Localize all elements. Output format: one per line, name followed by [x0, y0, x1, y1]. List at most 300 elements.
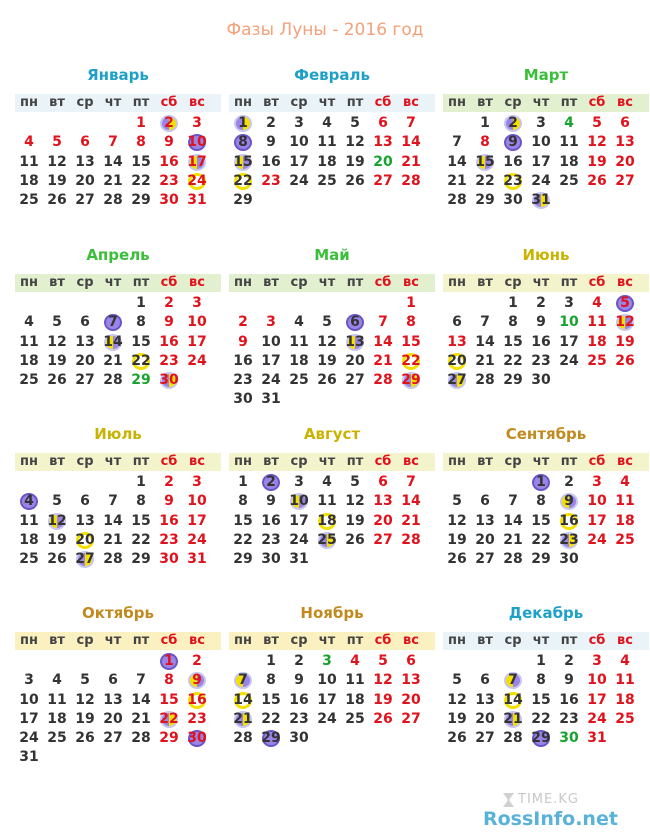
day-cell: [499, 550, 527, 569]
day-number: 28: [103, 551, 123, 568]
day-cell: [183, 153, 211, 172]
day-cell: [71, 492, 99, 511]
day-cell: [285, 133, 313, 152]
day-number: 13: [447, 333, 467, 350]
day-cell: [341, 371, 369, 390]
day-number: 4: [52, 672, 62, 689]
day-cell: [257, 390, 285, 409]
day-number: 12: [345, 493, 365, 510]
day-number: 3: [536, 115, 546, 131]
month-name: Август: [303, 425, 361, 443]
day-cell: [15, 550, 43, 569]
day-cell: [443, 550, 471, 569]
day-cell: [583, 729, 611, 748]
empty-cell: [15, 294, 43, 313]
day-number: 24: [317, 710, 337, 727]
empty-cell: [183, 371, 211, 390]
weekday-label: пт: [132, 633, 150, 648]
weekday-label: вт: [263, 633, 279, 648]
day-number: 18: [317, 512, 337, 529]
day-cell: [555, 153, 583, 172]
day-cell: [341, 512, 369, 531]
day-cell: [443, 531, 471, 550]
weekday-label: сб: [160, 633, 178, 648]
day-cell: [369, 671, 397, 690]
day-cell: [341, 333, 369, 352]
day-number: 1: [164, 653, 174, 669]
day-number: 8: [136, 314, 146, 331]
day-cell: [43, 671, 71, 690]
week-row: [229, 671, 435, 690]
week-row: [15, 191, 221, 210]
weekday-label: чт: [104, 633, 122, 648]
day-number: 20: [373, 153, 393, 170]
day-number: 22: [503, 352, 523, 369]
day-number: 1: [536, 653, 546, 669]
day-number: 18: [559, 153, 579, 170]
day-number: 22: [531, 710, 551, 727]
day-cell: [471, 550, 499, 569]
weekday-label: пт: [560, 275, 578, 290]
empty-cell: [313, 390, 341, 409]
day-number: 16: [503, 153, 523, 170]
empty-cell: [285, 390, 313, 409]
day-number: 10: [261, 333, 281, 350]
day-number: 16: [159, 153, 179, 170]
day-number: 2: [564, 653, 574, 669]
day-cell: [183, 492, 211, 511]
day-cell: [99, 313, 127, 332]
week-row: [15, 492, 221, 511]
week-row: [443, 371, 649, 390]
day-cell: [499, 333, 527, 352]
weekday-header: [15, 94, 221, 112]
week-row: [15, 512, 221, 531]
day-cell: [183, 333, 211, 352]
day-number: 4: [24, 314, 34, 331]
empty-cell: [43, 652, 71, 671]
day-number: 17: [187, 512, 207, 529]
day-number: 16: [289, 691, 309, 708]
day-cell: [369, 652, 397, 671]
day-number: 3: [192, 115, 202, 131]
day-number: 21: [503, 531, 523, 548]
day-number: 12: [447, 512, 467, 529]
day-cell: [71, 550, 99, 569]
weekday-label: чт: [318, 275, 336, 290]
weekday-label: чт: [532, 454, 550, 469]
weekday-label: сб: [588, 95, 606, 110]
day-cell: [369, 531, 397, 550]
week-row: [15, 294, 221, 313]
day-number: 27: [615, 172, 635, 189]
day-cell: [99, 153, 127, 172]
empty-cell: [313, 191, 341, 210]
day-cell: [471, 710, 499, 729]
day-cell: [127, 313, 155, 332]
day-cell: [127, 710, 155, 729]
day-number: 27: [75, 372, 95, 389]
day-cell: [183, 550, 211, 569]
day-number: 9: [164, 493, 174, 510]
day-number: 23: [289, 710, 309, 727]
day-cell: [527, 550, 555, 569]
month-name: Апрель: [86, 246, 150, 264]
day-number: 22: [233, 531, 253, 548]
week-row: [443, 172, 649, 191]
week-row: [229, 492, 435, 511]
day-cell: [397, 691, 425, 710]
day-cell: [229, 352, 257, 371]
weekday-label: чт: [104, 95, 122, 110]
week-row: [15, 114, 221, 133]
day-cell: [285, 172, 313, 191]
day-cell: [499, 114, 527, 133]
day-cell: [285, 671, 313, 690]
day-cell: [443, 671, 471, 690]
day-cell: [471, 352, 499, 371]
day-cell: [341, 671, 369, 690]
week-row: [229, 512, 435, 531]
day-number: 26: [47, 372, 67, 389]
day-cell: [369, 710, 397, 729]
day-cell: [155, 371, 183, 390]
day-cell: [443, 153, 471, 172]
day-number: 4: [620, 474, 630, 490]
day-number: 2: [192, 653, 202, 669]
day-number: 9: [294, 672, 304, 689]
empty-cell: [341, 729, 369, 748]
day-cell: [71, 133, 99, 152]
day-cell: [499, 294, 527, 313]
day-cell: [611, 313, 639, 332]
day-cell: [183, 473, 211, 492]
day-cell: [313, 512, 341, 531]
day-cell: [611, 294, 639, 313]
day-number: 19: [317, 352, 337, 369]
day-cell: [443, 512, 471, 531]
month-name: Май: [314, 246, 350, 264]
day-cell: [183, 133, 211, 152]
day-number: 28: [103, 372, 123, 389]
day-cell: [257, 512, 285, 531]
day-cell: [15, 710, 43, 729]
day-number: 27: [447, 372, 467, 389]
day-cell: [313, 352, 341, 371]
day-cell: [471, 371, 499, 390]
day-cell: [443, 191, 471, 210]
day-cell: [499, 710, 527, 729]
day-number: 24: [289, 531, 309, 548]
day-cell: [611, 710, 639, 729]
day-cell: [397, 652, 425, 671]
week-row: [229, 313, 435, 332]
weekday-label: ср: [504, 95, 522, 110]
week-row: [229, 691, 435, 710]
day-number: 14: [103, 333, 123, 350]
day-cell: [499, 191, 527, 210]
day-cell: [527, 133, 555, 152]
day-cell: [471, 492, 499, 511]
day-cell: [313, 710, 341, 729]
empty-cell: [341, 390, 369, 409]
day-cell: [369, 114, 397, 133]
day-number: 2: [294, 653, 304, 669]
day-number: 13: [373, 134, 393, 151]
day-cell: [183, 671, 211, 690]
day-cell: [71, 153, 99, 172]
day-cell: [527, 333, 555, 352]
day-cell: [555, 114, 583, 133]
weekday-label: пт: [560, 95, 578, 110]
day-number: 16: [261, 153, 281, 170]
day-cell: [155, 512, 183, 531]
weekday-label: вт: [263, 95, 279, 110]
day-cell: [257, 313, 285, 332]
day-cell: [313, 114, 341, 133]
day-cell: [155, 333, 183, 352]
day-number: 24: [587, 531, 607, 548]
week-row: [15, 172, 221, 191]
day-number: 28: [401, 172, 421, 189]
day-number: 10: [289, 493, 309, 510]
day-cell: [397, 473, 425, 492]
month-name: Февраль: [294, 66, 370, 84]
day-number: 6: [620, 115, 630, 131]
day-number: 31: [587, 730, 607, 747]
day-cell: [397, 333, 425, 352]
day-cell: [341, 153, 369, 172]
day-number: 7: [452, 134, 462, 151]
week-row: [15, 531, 221, 550]
day-number: 5: [80, 672, 90, 689]
week-row: [15, 473, 221, 492]
day-number: 11: [317, 134, 337, 151]
weekday-label: чт: [318, 633, 336, 648]
day-cell: [555, 652, 583, 671]
day-number: 17: [587, 691, 607, 708]
day-number: 22: [261, 710, 281, 727]
day-number: 20: [447, 352, 467, 369]
month-5: [229, 246, 435, 410]
empty-cell: [285, 191, 313, 210]
day-cell: [229, 153, 257, 172]
day-cell: [155, 729, 183, 748]
weekday-label: ср: [76, 95, 94, 110]
day-number: 23: [503, 172, 523, 189]
day-number: 12: [447, 691, 467, 708]
week-row: [229, 133, 435, 152]
weekday-header: [443, 274, 649, 292]
day-cell: [229, 390, 257, 409]
empty-cell: [99, 114, 127, 133]
day-cell: [127, 671, 155, 690]
day-number: 30: [159, 372, 179, 389]
week-row: [229, 114, 435, 133]
day-cell: [43, 371, 71, 390]
day-number: 20: [401, 691, 421, 708]
day-cell: [43, 133, 71, 152]
day-cell: [471, 333, 499, 352]
empty-cell: [71, 294, 99, 313]
weekday-label: вс: [403, 633, 419, 648]
day-number: 24: [531, 172, 551, 189]
day-cell: [229, 133, 257, 152]
day-cell: [99, 191, 127, 210]
day-number: 30: [559, 551, 579, 568]
empty-cell: [397, 729, 425, 748]
day-cell: [71, 691, 99, 710]
day-number: 25: [559, 172, 579, 189]
day-cell: [43, 191, 71, 210]
weekday-header: [229, 632, 435, 650]
day-number: 10: [317, 672, 337, 689]
day-number: 12: [47, 153, 67, 170]
day-cell: [285, 652, 313, 671]
day-number: 9: [508, 134, 518, 151]
weekday-label: пт: [132, 95, 150, 110]
day-cell: [341, 710, 369, 729]
weekday-label: ср: [76, 275, 94, 290]
empty-cell: [397, 390, 425, 409]
empty-cell: [471, 652, 499, 671]
day-cell: [527, 729, 555, 748]
weekday-label: сб: [160, 275, 178, 290]
day-number: 21: [103, 531, 123, 548]
day-cell: [155, 352, 183, 371]
day-number: 8: [536, 493, 546, 510]
day-cell: [43, 729, 71, 748]
day-number: 25: [317, 172, 337, 189]
day-number: 10: [187, 493, 207, 510]
month-10: [15, 604, 221, 768]
day-number: 22: [531, 531, 551, 548]
day-cell: [99, 671, 127, 690]
watermark: [483, 792, 643, 832]
day-cell: [369, 313, 397, 332]
day-cell: [313, 313, 341, 332]
day-number: 17: [317, 691, 337, 708]
day-cell: [229, 492, 257, 511]
day-number: 19: [447, 710, 467, 727]
day-cell: [43, 352, 71, 371]
day-number: 16: [531, 333, 551, 350]
weekday-label: вт: [49, 95, 65, 110]
day-cell: [397, 671, 425, 690]
weekday-label: вс: [617, 275, 633, 290]
empty-cell: [15, 652, 43, 671]
month-7: [15, 425, 221, 569]
day-cell: [99, 531, 127, 550]
day-cell: [583, 512, 611, 531]
day-number: 5: [592, 115, 602, 131]
weekday-label: ср: [290, 454, 308, 469]
weekday-label: пт: [346, 633, 364, 648]
day-number: 4: [592, 295, 602, 311]
day-cell: [257, 114, 285, 133]
day-number: 4: [294, 314, 304, 331]
day-number: 28: [503, 551, 523, 568]
day-number: 28: [233, 730, 253, 747]
month-1: [15, 66, 221, 210]
day-number: 5: [350, 115, 360, 131]
day-number: 15: [233, 512, 253, 529]
day-number: 23: [559, 710, 579, 727]
day-number: 29: [233, 551, 253, 568]
day-number: 19: [345, 153, 365, 170]
day-cell: [341, 114, 369, 133]
day-number: 25: [47, 730, 67, 747]
day-number: 27: [475, 551, 495, 568]
day-cell: [555, 473, 583, 492]
day-cell: [611, 512, 639, 531]
empty-cell: [443, 652, 471, 671]
month-name: Март: [523, 66, 569, 84]
day-cell: [43, 550, 71, 569]
empty-cell: [313, 729, 341, 748]
day-cell: [369, 153, 397, 172]
day-number: 3: [192, 295, 202, 311]
day-cell: [555, 133, 583, 152]
day-cell: [127, 729, 155, 748]
day-number: 28: [447, 192, 467, 209]
day-cell: [555, 313, 583, 332]
day-number: 21: [103, 352, 123, 369]
day-number: 2: [164, 474, 174, 490]
day-cell: [555, 531, 583, 550]
day-number: 26: [47, 192, 67, 209]
weekday-label: вт: [477, 95, 493, 110]
day-number: 17: [261, 352, 281, 369]
day-number: 6: [480, 672, 490, 689]
day-cell: [15, 512, 43, 531]
day-cell: [285, 153, 313, 172]
day-number: 2: [266, 115, 276, 131]
day-number: 6: [80, 134, 90, 151]
day-number: 15: [131, 512, 151, 529]
day-cell: [611, 133, 639, 152]
day-cell: [229, 313, 257, 332]
day-cell: [43, 492, 71, 511]
day-cell: [443, 371, 471, 390]
day-cell: [397, 313, 425, 332]
day-cell: [127, 191, 155, 210]
day-number: 18: [587, 333, 607, 350]
day-cell: [229, 691, 257, 710]
day-number: 7: [508, 672, 518, 689]
day-cell: [257, 333, 285, 352]
day-cell: [555, 691, 583, 710]
week-row: [443, 352, 649, 371]
empty-cell: [15, 473, 43, 492]
day-cell: [127, 133, 155, 152]
day-number: 29: [531, 730, 551, 747]
day-number: 25: [587, 352, 607, 369]
day-cell: [183, 729, 211, 748]
month-8: [229, 425, 435, 569]
day-number: 8: [406, 314, 416, 331]
empty-cell: [313, 550, 341, 569]
day-cell: [499, 352, 527, 371]
week-row: [15, 153, 221, 172]
day-cell: [341, 133, 369, 152]
day-number: 31: [19, 749, 39, 766]
week-row: [443, 133, 649, 152]
day-cell: [443, 333, 471, 352]
day-cell: [229, 473, 257, 492]
day-cell: [471, 671, 499, 690]
weekday-label: вс: [189, 275, 205, 290]
